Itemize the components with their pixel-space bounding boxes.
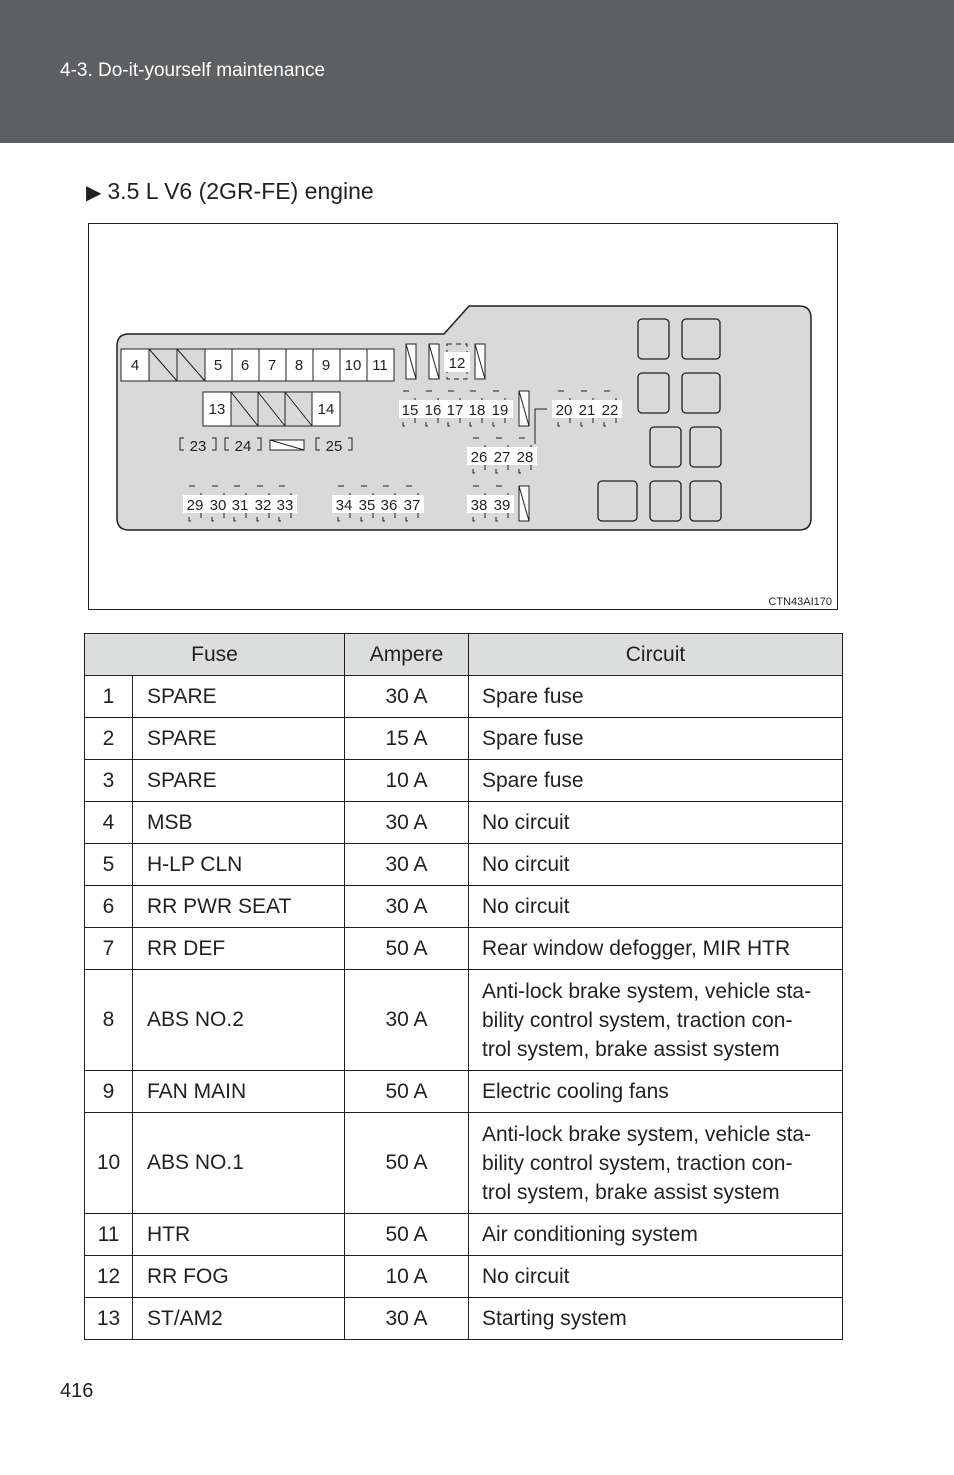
fuse-circuit: Spare fuse [469, 760, 843, 802]
fuse-label-4: 4 [130, 357, 140, 374]
header-ampere: Ampere [345, 634, 469, 676]
page-header [0, 0, 954, 143]
header-fuse: Fuse [85, 634, 345, 676]
fuse-box-diagram [88, 223, 838, 610]
table-row [85, 676, 843, 718]
fuse-circuit [469, 1113, 843, 1214]
fuse-box-illustration [89, 224, 839, 611]
fuse-number: 4 [85, 802, 133, 844]
fuse-circuit: No circuit [469, 886, 843, 928]
fuse-label-22: 22 [601, 402, 619, 419]
engine-subheading-text: 3.5 L V6 (2GR-FE) engine [107, 178, 374, 204]
table-row [85, 760, 843, 802]
fuse-name: ST/AM2 [133, 1298, 345, 1340]
fuse-label-17: 17 [446, 402, 464, 419]
fuse-label-7: 7 [267, 357, 277, 374]
fuse-label-31: 31 [231, 497, 249, 514]
fuse-ampere: 30 A [345, 676, 469, 718]
relay-slot [650, 481, 681, 521]
fuse-number: 5 [85, 844, 133, 886]
fuse-ampere: 15 A [345, 718, 469, 760]
fuse-label-12: 12 [448, 355, 466, 372]
fuse-circuit: No circuit [469, 802, 843, 844]
fuse-label-13: 13 [208, 401, 226, 418]
fuse-name: FAN MAIN [133, 1071, 345, 1113]
fuse-circuit: Rear window defogger, MIR HTR [469, 928, 843, 970]
circuit-line: trol system, brake assist system [482, 1180, 780, 1204]
fuse-name: ABS NO.1 [133, 1113, 345, 1214]
relay-slot [682, 373, 720, 413]
fuse-name: MSB [133, 802, 345, 844]
fuse-label-25: 25 [325, 438, 343, 455]
fuse-number: 10 [85, 1113, 133, 1214]
table-row [85, 970, 843, 1071]
fuse-label-27: 27 [493, 449, 511, 466]
circuit-line: bility control system, traction con- [482, 1151, 793, 1175]
fuse-ampere: 50 A [345, 928, 469, 970]
table-row [85, 1071, 843, 1113]
fuse-label-39: 39 [493, 497, 511, 514]
circuit-line: Anti-lock brake system, vehicle sta- [482, 979, 812, 1003]
fuse-name: RR DEF [133, 928, 345, 970]
fuse-number: 9 [85, 1071, 133, 1113]
relay-slot [682, 319, 720, 359]
fuse-number: 3 [85, 760, 133, 802]
table-header-row [85, 634, 843, 676]
fuse-circuit: Air conditioning system [469, 1214, 843, 1256]
fuse-ampere: 10 A [345, 1256, 469, 1298]
fuse-label-32: 32 [254, 497, 272, 514]
relay-slot [638, 319, 669, 359]
fuse-name: SPARE [133, 676, 345, 718]
fuse-label-18: 18 [468, 402, 486, 419]
fuse-ampere: 10 A [345, 760, 469, 802]
fuse-label-33: 33 [276, 497, 294, 514]
fuse-label-11: 11 [372, 357, 388, 374]
fuse-label-26: 26 [470, 449, 488, 466]
fuse-label-16: 16 [424, 402, 442, 419]
fuse-label-21: 21 [578, 402, 596, 419]
table-row [85, 886, 843, 928]
fuse-circuit: Spare fuse [469, 676, 843, 718]
triangle-bullet-icon: ▶ [86, 182, 102, 204]
fuse-number: 2 [85, 718, 133, 760]
circuit-line: bility control system, traction con- [482, 1008, 793, 1032]
fuse-number: 13 [85, 1298, 133, 1340]
fuse-ampere: 50 A [345, 1214, 469, 1256]
section-breadcrumb: 4-3. Do-it-yourself maintenance [60, 60, 326, 81]
relay-slot [650, 427, 681, 467]
fuse-label-35: 35 [358, 497, 376, 514]
fuse-name: RR PWR SEAT [133, 886, 345, 928]
fuse-label-5: 5 [213, 357, 223, 374]
fuse-name: HTR [133, 1214, 345, 1256]
fuse-ampere: 30 A [345, 886, 469, 928]
relay-slot [598, 481, 637, 521]
fuse-number: 11 [85, 1214, 133, 1256]
relay-slot [638, 373, 669, 413]
fuse-label-8: 8 [294, 357, 304, 374]
fuse-ampere: 50 A [345, 1113, 469, 1214]
fuse-label-24: 24 [234, 438, 252, 455]
fuse-ampere: 30 A [345, 802, 469, 844]
engine-subheading [86, 178, 374, 205]
fuse-label-23: 23 [189, 438, 207, 455]
fuse-number: 1 [85, 676, 133, 718]
table-row [85, 1214, 843, 1256]
fuse-circuit [469, 970, 843, 1071]
fuse-number: 6 [85, 886, 133, 928]
table-row [85, 718, 843, 760]
fuse-label-38: 38 [470, 497, 488, 514]
fuse-label-19: 19 [491, 402, 509, 419]
fuse-label-36: 36 [380, 497, 398, 514]
table-row [85, 1113, 843, 1214]
fuse-label-29: 29 [186, 497, 204, 514]
fuse-label-14: 14 [317, 401, 335, 418]
fuse-label-6: 6 [240, 357, 250, 374]
fuse-number: 8 [85, 970, 133, 1071]
fuse-name: ABS NO.2 [133, 970, 345, 1071]
fuse-circuit: Spare fuse [469, 718, 843, 760]
fuse-name: RR FOG [133, 1256, 345, 1298]
table-row [85, 1256, 843, 1298]
fuse-circuit: Starting system [469, 1298, 843, 1340]
fuse-label-10: 10 [344, 357, 362, 374]
diagram-code: CTN43AI170 [768, 596, 832, 608]
fuse-number: 12 [85, 1256, 133, 1298]
fuse-name: H-LP CLN [133, 844, 345, 886]
fuse-label-9: 9 [321, 357, 331, 374]
fuse-label-15: 15 [401, 402, 419, 419]
fuse-label-28: 28 [516, 449, 534, 466]
fuse-circuit: No circuit [469, 1256, 843, 1298]
fuse-label-37: 37 [403, 497, 421, 514]
fuse-ampere: 30 A [345, 1298, 469, 1340]
fuse-name: SPARE [133, 760, 345, 802]
relay-slot [690, 481, 721, 521]
fuse-ampere: 30 A [345, 970, 469, 1071]
circuit-line: trol system, brake assist system [482, 1037, 780, 1061]
fuse-number: 7 [85, 928, 133, 970]
page-number: 416 [60, 1380, 94, 1402]
fuse-ampere: 30 A [345, 844, 469, 886]
relay-slot [690, 427, 721, 467]
fuse-circuit: No circuit [469, 844, 843, 886]
fuse-label-30: 30 [209, 497, 227, 514]
fuse-name: SPARE [133, 718, 345, 760]
table-row [85, 928, 843, 970]
table-row [85, 844, 843, 886]
circuit-line: Anti-lock brake system, vehicle sta- [482, 1122, 812, 1146]
fuse-circuit: Electric cooling fans [469, 1071, 843, 1113]
fuse-label-20: 20 [555, 402, 573, 419]
fuse-table [84, 633, 843, 1340]
table-row [85, 802, 843, 844]
fuse-ampere: 50 A [345, 1071, 469, 1113]
fuse-label-34: 34 [335, 497, 353, 514]
header-circuit: Circuit [469, 634, 843, 676]
table-row [85, 1298, 843, 1340]
